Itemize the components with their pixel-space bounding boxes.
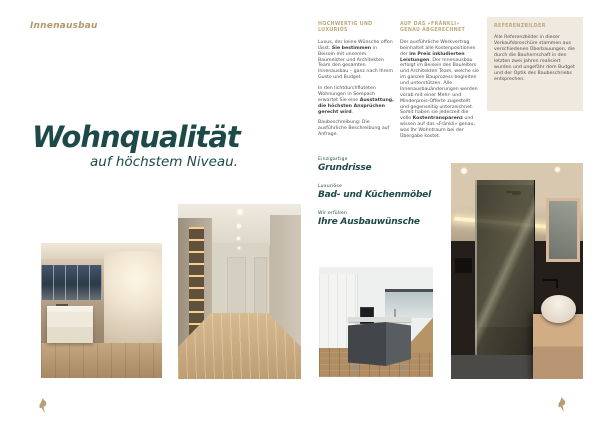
column-body (400, 40, 480, 140)
paragraph: Baubeschreibung: Die ausführliche Beschreibung auf Anfrage. (318, 120, 390, 138)
photo-detail (348, 322, 412, 366)
kitchen-dark-island-photo (319, 267, 433, 377)
photo-detail (41, 343, 162, 378)
photo-detail (546, 198, 580, 263)
photo-detail (227, 257, 246, 322)
paragraph: In den lichtdurchfluteten Wohnungen in Sempach erwartet Sie eine Ausstattung, die höchsten Ansprüchen gerecht wird. (318, 86, 394, 115)
paragraph: Luxus, der keine Wünsche offen lässt. Sie bestimmen in Beisein mit unserem Baumeister und Architekten Team den gesamten Innenausbau – ganz nach Ihrem Gusto und Budget. (318, 39, 393, 81)
category-label: Innenausbau (30, 21, 98, 31)
page-subtitle: auf höchstem Niveau. (90, 154, 239, 171)
photo-detail (541, 295, 577, 323)
hero-block (32, 122, 240, 170)
column-heading: AUF DAS «FRÄNKLI» GENAU ABGERECHNET (400, 22, 466, 34)
photo-detail (254, 257, 267, 322)
photo-detail (353, 365, 356, 371)
column-hochwertig (318, 22, 394, 143)
column-heading: REFERENZBILDER (494, 24, 546, 29)
feature-label: Ihre Ausbauwünsche (318, 217, 420, 227)
kitchen-island-warm-photo (41, 243, 162, 378)
column-body (494, 35, 576, 82)
column-fraenkli (400, 22, 480, 145)
photo-detail (236, 208, 244, 216)
photo-detail (41, 265, 102, 300)
photo-detail (451, 355, 535, 379)
feature-label: Grundrisse (318, 163, 372, 173)
photo-detail (348, 317, 412, 323)
photo-detail (533, 314, 583, 379)
bathroom-shower-photo (451, 163, 583, 379)
feature-grundrisse (318, 157, 431, 173)
photo-detail (56, 304, 68, 306)
column-referenzbilder-box (487, 17, 583, 111)
feature-ausbauwuensche (318, 211, 431, 227)
feature-bad-kuechenmoebel (318, 184, 431, 200)
photo-detail (475, 180, 536, 370)
photo-detail (401, 365, 404, 371)
photo-detail (455, 258, 472, 273)
column-heading: HOCHWERTIG UND LUXURIÖS (318, 22, 373, 34)
photo-detail (385, 289, 433, 318)
feature-kicker: Luxuriöse (318, 184, 343, 189)
brand-mark-icon (36, 398, 49, 413)
feature-label: Bad- und Küchenmöbel (318, 190, 431, 200)
page-title: Wohnqualität (32, 120, 240, 154)
paragraph: Der ausführliche Werkvertrag beinhaltet alle Kostenpositionen der im Preis inkludierten Leistungen. Der Innenausbau erfolgt im Beisein des Bauleiters und Architekten Team, welche sie im ganzen Bauprozess begleiten und unterstützen. Alle Innenausbauänderungen werden vorab mit einer Mehr- und Minderpreis-Offerte zugestellt und gegenseitig unterzeichnet. Somit haben sie jederzeit die volle Kostentransparenz und wissen auf das «Fränkli» genau, was Ihr Wohntraum bei der Übergabe kostet. (400, 39, 479, 139)
feature-list (318, 157, 431, 238)
column-body (318, 40, 394, 138)
brand-mark-icon (555, 397, 568, 412)
feature-kicker: Einzigartige (318, 157, 348, 162)
photo-detail (47, 306, 93, 342)
feature-kicker: Wir erfüllen (318, 211, 348, 216)
corridor-wardrobe-photo (178, 204, 301, 379)
photo-detail (237, 246, 241, 250)
photo-detail (189, 227, 204, 336)
photo-detail (556, 279, 558, 288)
paragraph: Alle Referenzbilder in dieser Verkaufsbroschüre stammen aus verschiedenen Überbauungen, die durch die Bauherrschaft in den letzten zwei Jahren realisiert wurden und ungefähr dem Budget und der Optik des Baubeschriebs entsprechen. (494, 35, 575, 82)
